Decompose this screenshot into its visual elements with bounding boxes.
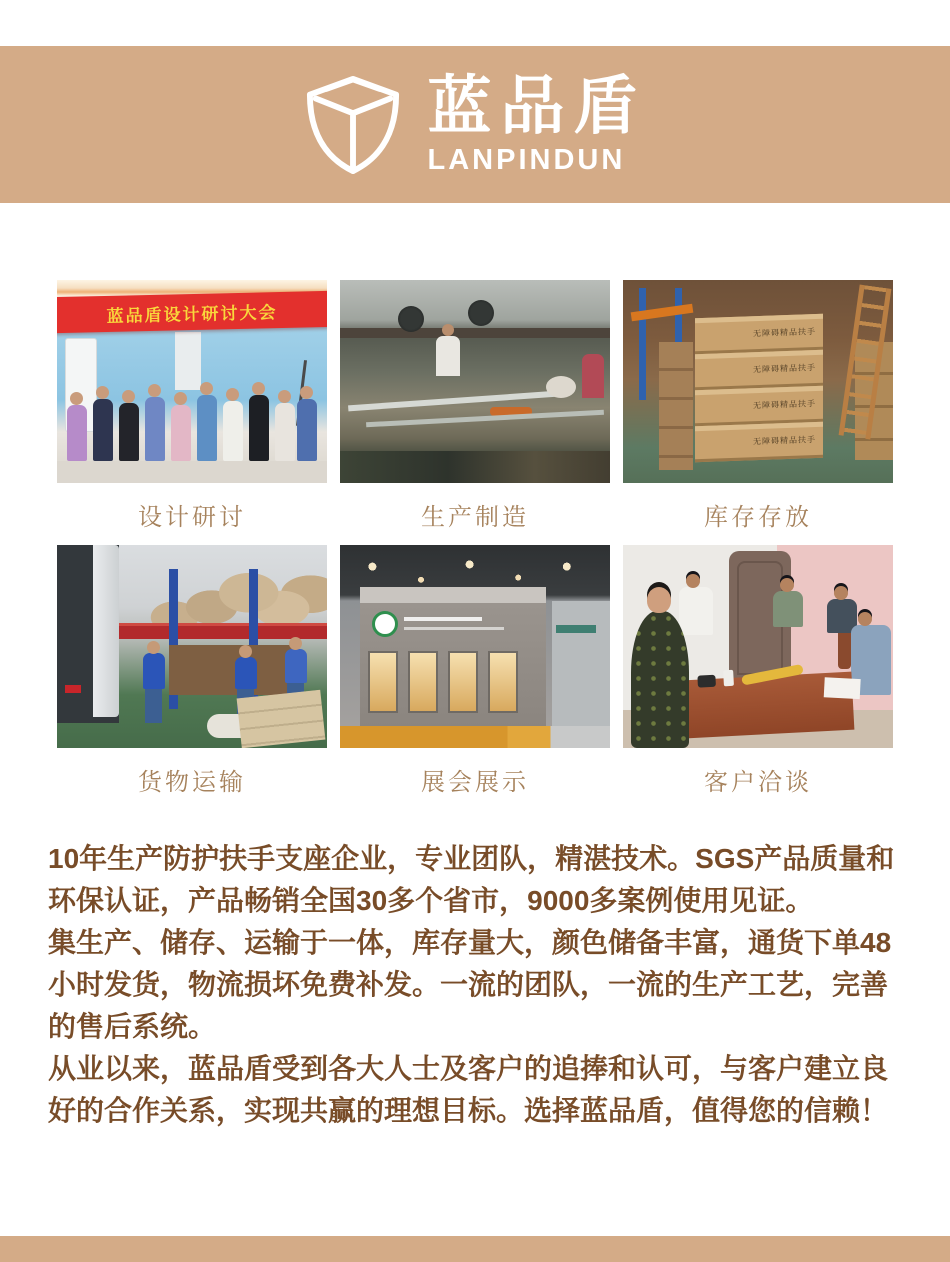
person-shape <box>297 399 317 461</box>
display-niche-shape <box>488 651 518 713</box>
photo-exhibition <box>340 545 610 748</box>
photo-inventory <box>623 280 893 483</box>
carton-box <box>695 350 823 390</box>
carton-box <box>695 314 823 354</box>
truck-door-shape <box>93 545 119 717</box>
brand-name-cn: 蓝品盾 <box>427 70 647 142</box>
sacks-pile-shape <box>121 551 327 623</box>
crowd-of-people <box>67 369 317 461</box>
worker-shape <box>235 657 257 689</box>
person-shape <box>631 611 689 748</box>
gallery-item <box>340 545 610 810</box>
worker-shape <box>436 336 460 376</box>
hall-background-shape <box>552 601 610 727</box>
worker-shape <box>143 653 165 689</box>
person-shape <box>67 405 87 461</box>
person-shape <box>171 405 191 461</box>
box-label: 无障碍精品扶手 <box>753 363 816 375</box>
neighbor-booth-shape <box>556 625 596 633</box>
worker-shape <box>285 649 307 683</box>
intro-paragraph: 10年生产防护扶手支座企业，专业团队，精湛技术。SGS产品质量和环保认证，产品畅销全国30多个省市，9000多案例使用见证。 <box>48 843 895 916</box>
shield-logo-icon <box>304 73 402 177</box>
photo-transport <box>57 545 327 748</box>
booth-sign-text-shape <box>404 617 482 621</box>
booth-fascia-shape <box>360 587 546 603</box>
photo-caption: 客户洽谈 <box>704 768 812 796</box>
ceiling-beam-shape <box>340 328 610 338</box>
wooden-table-shape <box>684 672 855 739</box>
footer-band <box>0 1236 950 1262</box>
person-shape <box>93 399 113 461</box>
brown-board-shape <box>169 645 293 695</box>
photo-caption: 生产制造 <box>421 503 529 531</box>
bottle-shape <box>723 670 734 687</box>
carton-box <box>695 422 823 462</box>
brand-logo <box>304 70 647 177</box>
header-band <box>0 46 950 203</box>
person-shape <box>773 591 803 627</box>
person-shape <box>119 403 139 461</box>
photo-design-seminar <box>57 280 327 483</box>
person-shape <box>145 397 165 461</box>
intro-text <box>48 838 902 1132</box>
tail-light-shape <box>65 685 81 693</box>
gallery-item <box>340 280 610 545</box>
person-shape <box>249 395 269 461</box>
box-label: 无障碍精品扶手 <box>753 399 816 411</box>
flat-boxes-shape <box>237 690 326 748</box>
photo-caption: 设计研讨 <box>138 503 246 531</box>
carton-stack <box>695 314 823 474</box>
photo-production <box>340 280 610 483</box>
workbench-clutter-shape <box>340 451 610 483</box>
photo-caption: 展会展示 <box>421 768 529 796</box>
pipe-rail-shape <box>366 410 604 427</box>
kettle-shape <box>697 675 716 688</box>
box-label: 无障碍精品扶手 <box>753 435 816 447</box>
intro-paragraph: 从业以来，蓝品盾受到各大人士及客户的追捧和认可，与客户建立良好的合作关系，实现共赢的理想目标。选择蓝品盾，值得您的信赖！ <box>48 1053 889 1126</box>
person-shape <box>197 395 217 461</box>
papers-shape <box>824 677 861 699</box>
expo-floor-shape <box>340 726 610 748</box>
person-shape <box>679 587 713 635</box>
person-shape <box>275 403 295 461</box>
white-sack-shape <box>546 376 576 398</box>
carton-box <box>695 386 823 426</box>
booth-logo-icon <box>372 611 398 637</box>
photo-client-meeting <box>623 545 893 748</box>
truck-rear-shape <box>57 545 119 723</box>
brand-text <box>427 70 647 176</box>
booth-wall-shape <box>360 603 546 727</box>
page-content <box>0 280 950 1132</box>
person-shape <box>223 401 243 461</box>
photo-grid <box>57 280 893 810</box>
photo-caption: 货物运输 <box>138 768 246 796</box>
gallery-item <box>57 280 327 545</box>
gallery-item <box>57 545 327 810</box>
wall-fan-shape <box>398 306 424 332</box>
display-niche-shape <box>448 651 478 713</box>
gallery-item <box>623 280 893 545</box>
worker-shape <box>582 354 604 398</box>
gallery-item <box>623 545 893 810</box>
display-niche-shape <box>368 651 398 713</box>
floor-shape <box>57 461 327 483</box>
box-label: 无障碍精品扶手 <box>753 327 816 339</box>
intro-paragraph: 集生产、储存、运输于一体，库存量大，颜色储备丰富，通货下单48小时发货，物流损坏免费补发。一流的团队，一流的生产工艺，完善的售后系统。 <box>48 927 892 1042</box>
display-niche-shape <box>408 651 438 713</box>
box-stack-side <box>659 342 693 470</box>
wall-fan-shape <box>468 300 494 326</box>
photo-caption: 库存存放 <box>704 503 812 531</box>
brand-name-en: LANPINDUN <box>427 144 626 176</box>
rack-post-shape <box>639 288 646 400</box>
seminar-banner: 蓝品盾设计研讨大会 <box>57 291 327 333</box>
booth-sign-text-shape <box>404 627 504 630</box>
